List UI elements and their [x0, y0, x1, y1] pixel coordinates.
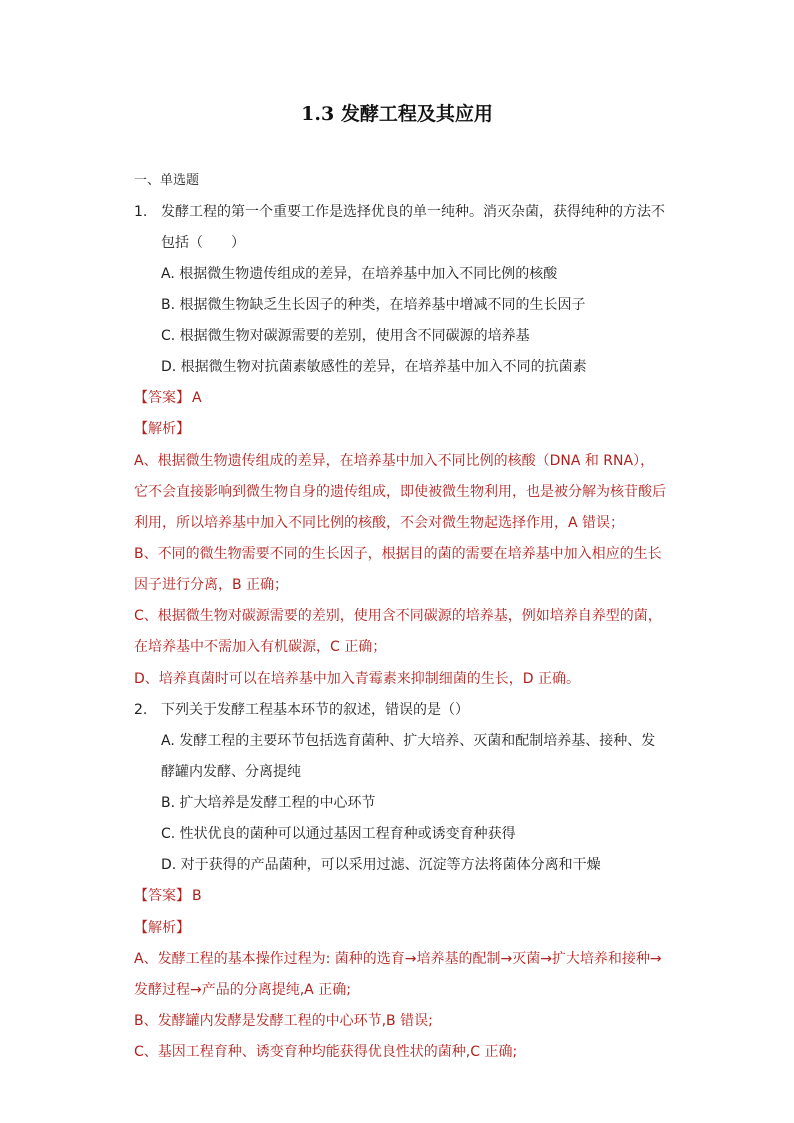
analysis-line: 因子进行分离，B 正确；: [134, 577, 289, 593]
option-d: D. 根据微生物对抗菌素敏感性的差异，在培养基中加入不同的抗菌素: [161, 359, 587, 375]
option-a-continued: 酵罐内发酵、分离提纯: [161, 764, 301, 780]
answer-line: [134, 388, 202, 408]
analysis-line: 它不会直接影响到微生物自身的遗传组成，即使被微生物利用，也是被分解为核苷酸后: [134, 484, 666, 500]
document-title: 1.3 发酵工程及其应用: [301, 103, 493, 125]
option-d: D. 对于获得的产品菌种，可以采用过滤、沉淀等方法将菌体分离和干燥: [161, 857, 601, 873]
analysis-line: 利用，所以培养基中加入不同比例的核酸，不会对微生物起选择作用，A 错误；: [134, 515, 625, 531]
option-b: B. 根据微生物缺乏生长因子的种类，在培养基中增减不同的生长因子: [161, 297, 586, 313]
answer-tag: 【答案】: [134, 390, 190, 406]
option-a: A. 根据微生物遗传组成的差异，在培养基中加入不同比例的核酸: [161, 266, 558, 282]
answer-value: B: [192, 888, 202, 904]
analysis-line: 发酵过程→产品的分离提纯,A 正确;: [134, 982, 351, 998]
option-c: C. 根据微生物对碳源需要的差别，使用含不同碳源的培养基: [161, 328, 530, 344]
option-a: A. 发酵工程的主要环节包括选育菌种、扩大培养、灭菌和配制培养基、接种、发: [161, 733, 656, 749]
question-number: 1.: [134, 204, 148, 220]
analysis-line: A、发酵工程的基本操作过程为: 菌种的选育→培养基的配制→灭菌→扩大培养和接种→: [134, 951, 662, 967]
question-stem-line: 发酵工程的第一个重要工作是选择优良的单一纯种。消灭杂菌，获得纯种的方法不: [161, 204, 665, 220]
answer-tag: 【答案】: [134, 888, 190, 904]
analysis-line: B、不同的微生物需要不同的生长因子，根据目的菌的需要在培养基中加入相应的生长: [134, 546, 662, 562]
option-c: C. 性状优良的菌种可以通过基因工程育种或诱变育种获得: [161, 826, 516, 842]
analysis-tag: 【解析】: [134, 920, 190, 936]
question-stem-line: 包括（ ）: [161, 235, 245, 251]
answer-value: A: [192, 390, 202, 406]
analysis-line: D、培养真菌时可以在培养基中加入青霉素来抑制细菌的生长，D 正确。: [134, 671, 581, 687]
analysis-line: C、基因工程育种、诱变育种均能获得优良性状的菌种,C 正确;: [134, 1044, 518, 1060]
analysis-line: B、发酵罐内发酵是发酵工程的中心环节,B 错误;: [134, 1013, 433, 1029]
analysis-tag: 【解析】: [134, 421, 190, 437]
answer-line: [134, 886, 202, 906]
section-heading: 一、单选题: [134, 173, 200, 188]
question-number: 2.: [134, 702, 148, 718]
analysis-line: C、根据微生物对碳源需要的差别，使用含不同碳源的培养基，例如培养自养型的菌，: [134, 608, 662, 624]
question-stem-line: 下列关于发酵工程基本环节的叙述，错误的是（）: [161, 702, 469, 718]
analysis-line: 在培养基中不需加入有机碳源，C 正确；: [134, 639, 387, 655]
option-b: B. 扩大培养是发酵工程的中心环节: [161, 795, 376, 811]
analysis-line: A、根据微生物遗传组成的差异，在培养基中加入不同比例的核酸（DNA 和 RNA），: [134, 453, 655, 469]
